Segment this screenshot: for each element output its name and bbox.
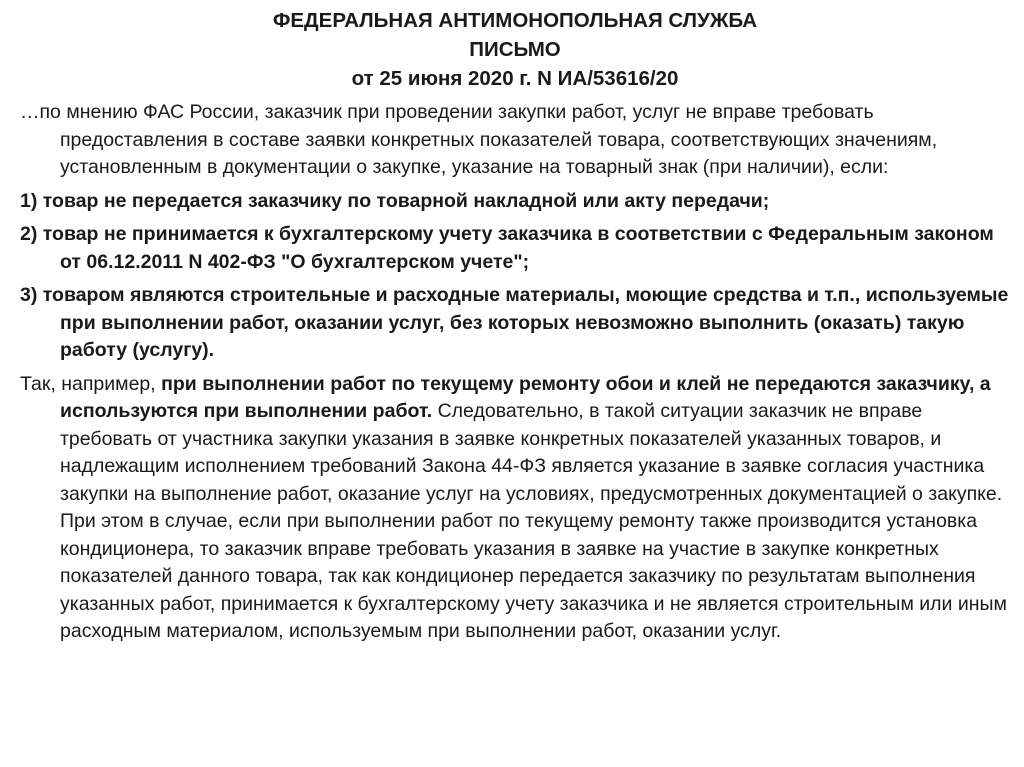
example-prefix: Так, например, (20, 372, 162, 395)
example-bold-statement: при выполнении работ по текущему ремонту обои и клей не передаются заказчику, а используются при выполнении работ. (60, 372, 991, 422)
agency-title: ФЕДЕРАЛЬНАЯ АНТИМОНОПОЛЬНАЯ СЛУЖБА (272, 9, 758, 32)
document-type: ПИСЬМО (469, 38, 561, 61)
document-header (20, 6, 1010, 93)
condition-2: 2) товар не принимается к бухгалтерскому учету заказчика в соответствии с Федеральным законом от 06.12.2011 N 402-ФЗ "О бухгалтерском учете"; (20, 223, 994, 273)
intro-paragraph: …по мнению ФАС России, заказчик при проведении закупки работ, услуг не вправе требовать предоставления в составе заявки конкретных показателей товара, соответствующих значениям, установленным в документации о закупке, указание на товарный знак (при наличии), если: (20, 101, 938, 178)
example-rest: Следовательно, в такой ситуации заказчик не вправе требовать от участника закупки указания в заявке конкретных показателей указанных товаров, и надлежащим исполнением требований Закона 44-ФЗ является указание в заявке согласия участника закупки на выполнение работ, оказание услуг на условиях, предусмотренных документацией о закупке. При этом в случае, если при выполнении работ по текущему ремонту также производится установка кондиционера, то заказчик вправе требовать указания в заявке на участие в закупке конкретных показателей данного товара, так как кондиционер передается заказчику по результатам выполнения указанных работ, принимается к бухгалтерскому учету заказчика и не является строительным или иным расходным материалом, используемым при выполнении работ, оказании услуг. (60, 400, 1007, 642)
document-date-number: от 25 июня 2020 г. N ИА/53616/20 (351, 67, 679, 90)
condition-1: 1) товар не передается заказчику по товарной накладной или акту передачи; (20, 189, 770, 212)
example-paragraph (20, 371, 1010, 646)
condition-3: 3) товаром являются строительные и расходные материалы, моющие средства и т.п., используемые при выполнении работ, оказании услуг, без которых невозможно выполнить (оказать) такую работу (услугу). (20, 284, 1009, 361)
